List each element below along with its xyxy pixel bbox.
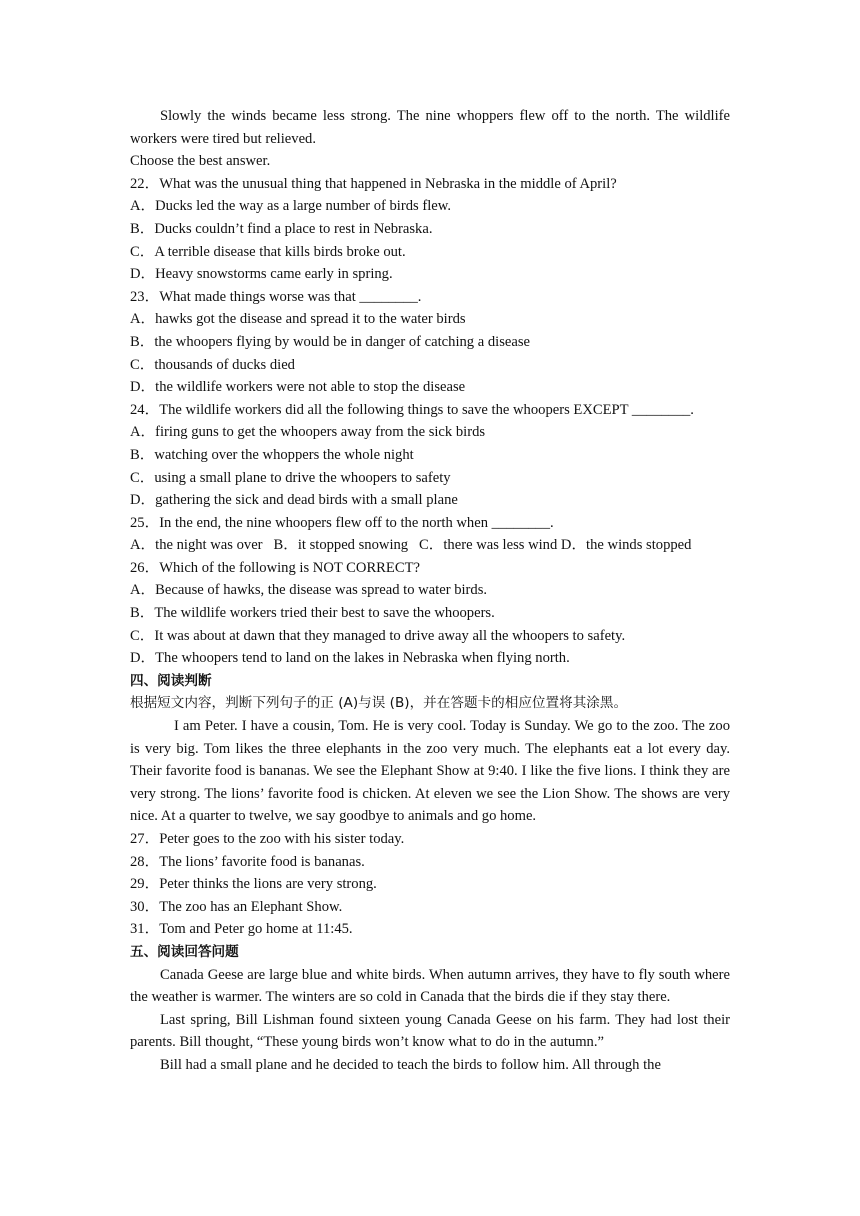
option-a: A．hawks got the disease and spread it to the water birds bbox=[130, 311, 466, 328]
statement-30: 30．The zoo has an Elephant Show. bbox=[130, 898, 343, 915]
passage-paragraph: Bill had a small plane and he decided to teach the birds to follow him. All through the bbox=[160, 1056, 661, 1073]
question-stem: 23．What made things worse was that ________. bbox=[130, 288, 422, 305]
question-25 bbox=[130, 512, 730, 557]
statement-31: 31．Tom and Peter go home at 11:45. bbox=[130, 921, 353, 938]
question-22 bbox=[130, 173, 730, 286]
option-c: C．thousands of ducks died bbox=[130, 356, 295, 373]
options-inline-row bbox=[130, 534, 730, 557]
option-a: A．firing guns to get the whoopers away from the sick birds bbox=[130, 424, 486, 441]
statement-28: 28．The lions’ favorite food is bananas. bbox=[130, 853, 365, 870]
document-body bbox=[130, 105, 730, 1077]
statement-27: 27．Peter goes to the zoo with his sister today. bbox=[130, 831, 405, 847]
option-b: B．watching over the whoppers the whole night bbox=[130, 446, 414, 463]
passage-paragraph: Last spring, Bill Lishman found sixteen young Canada Geese on his farm. They had lost their parents. Bill thought, “These young birds won’t know what to do in the autumn.” bbox=[130, 1011, 730, 1051]
option-a: A．Ducks led the way as a large number of birds flew. bbox=[130, 198, 451, 215]
question-stem: 22．What was the unusual thing that happened in Nebraska in the middle of April? bbox=[130, 175, 617, 192]
question-stem: 25．In the end, the nine whoopers flew off to the north when ________. bbox=[130, 514, 554, 531]
passage-paragraph: I am Peter. I have a cousin, Tom. He is very cool. Today is Sunday. We go to the zoo. The zoo is very big. Tom likes the three elephants in the zoo very much. The elephants eat a lot every day. Their favorite food is bananas. We see the Elephant Show at 9:40. I like the five lions. I think they are very strong. The lions’ favorite food is chicken. At eleven we see the Lion Show. The shows are very nice. At a quarter to twelve, we say goodbye to animals and go home. bbox=[130, 718, 730, 825]
option-d: D．gathering the sick and dead birds with a small plane bbox=[130, 492, 458, 509]
instruction-text: Choose the best answer. bbox=[130, 153, 271, 170]
option-d: D．Heavy snowstorms came early in spring. bbox=[130, 266, 393, 283]
section-instruction: 根据短文内容，判断下列句子的正 (A)与误 (B)，并在答题卡的相应位置将其涂黑。 bbox=[130, 695, 628, 712]
question-23 bbox=[130, 286, 730, 399]
option-a: A．Because of hawks, the disease was spread to water birds. bbox=[130, 582, 488, 599]
option-a: A．the night was over bbox=[130, 537, 263, 554]
option-d: D．the wildlife workers were not able to stop the disease bbox=[130, 379, 466, 396]
passage-paragraph: Slowly the winds became less strong. The nine whoppers flew off to the north. The wildlife workers were tired but relieved. bbox=[130, 108, 730, 147]
option-b: B．Ducks couldn’t find a place to rest in Nebraska. bbox=[130, 220, 433, 237]
question-24 bbox=[130, 399, 730, 512]
passage-paragraph: Canada Geese are large blue and white birds. When autumn arrives, they have to fly south where the weather is warmer. The winters are so cold in Canada that the birds die if they stay there. bbox=[130, 966, 730, 1006]
statement-list bbox=[130, 828, 730, 941]
section-heading: 四、阅读判断 bbox=[130, 672, 212, 689]
question-26 bbox=[130, 557, 730, 670]
option-c: C．using a small plane to drive the whoopers to safety bbox=[130, 469, 451, 486]
option-c: C．there was less wind bbox=[419, 537, 558, 554]
statement-29: 29．Peter thinks the lions are very strong. bbox=[130, 876, 377, 893]
option-c: C．A terrible disease that kills birds broke out. bbox=[130, 243, 406, 260]
option-d: D．The whoopers tend to land on the lakes in Nebraska when flying north. bbox=[130, 650, 570, 667]
question-stem: 26．Which of the following is NOT CORRECT? bbox=[130, 559, 420, 576]
option-c: C．It was about at dawn that they managed to drive away all the whoopers to safety. bbox=[130, 627, 626, 644]
option-b: B．The wildlife workers tried their best to save the whoopers. bbox=[130, 605, 495, 622]
section-heading: 五、阅读回答问题 bbox=[130, 943, 239, 960]
option-b: B．it stopped snowing bbox=[273, 537, 409, 554]
question-stem: 24．The wildlife workers did all the following things to save the whoopers EXCEPT ________. bbox=[130, 401, 694, 418]
option-b: B．the whoopers flying by would be in danger of catching a disease bbox=[130, 333, 531, 350]
option-d: D．the winds stopped bbox=[560, 537, 692, 554]
